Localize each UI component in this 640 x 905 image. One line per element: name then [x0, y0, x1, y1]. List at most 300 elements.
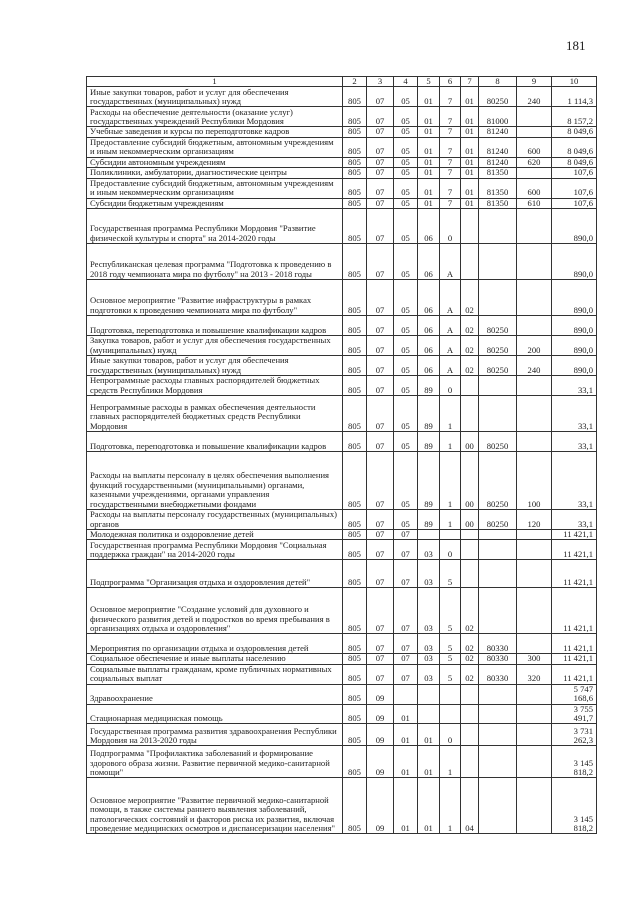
subprogram-code-cell: 0 [440, 724, 461, 746]
expense-type-code-cell: 240 [517, 87, 552, 107]
direction-code-cell: 81240 [479, 137, 517, 157]
section-code-cell: 07 [367, 168, 394, 178]
activity-code-cell: 01 [461, 178, 479, 198]
table-row [87, 336, 597, 356]
subprogram-code-cell: А [440, 244, 461, 280]
subsection-code-cell: 07 [394, 560, 418, 588]
row-description: Субсидии автономным учреждениям [87, 157, 343, 167]
expense-type-code-cell: 240 [517, 356, 552, 376]
amount-cell: 890,0 [552, 356, 597, 376]
direction-code-cell: 80330 [479, 664, 517, 684]
row-description: Иные закупки товаров, работ и услуг для обеспечения государственных (муниципальных) нужд [87, 87, 343, 107]
expense-type-code-cell: 600 [517, 137, 552, 157]
row-description: Закупка товаров, работ и услуг для обеспечения государственных (муниципальных) нужд [87, 336, 343, 356]
ministry-code-cell: 805 [343, 746, 367, 778]
ministry-code-cell: 805 [343, 588, 367, 634]
activity-code-cell: 04 [461, 778, 479, 834]
subprogram-code-cell: 1 [440, 396, 461, 432]
subsection-code-cell: 05 [394, 376, 418, 396]
direction-code-cell [479, 588, 517, 634]
ministry-code-cell: 805 [343, 452, 367, 510]
section-code-cell: 07 [367, 510, 394, 530]
program-code-cell: 06 [418, 280, 440, 316]
row-description: Субсидии бюджетным учреждениям [87, 198, 343, 208]
amount-cell: 8 049,6 [552, 137, 597, 157]
ministry-code-cell: 805 [343, 87, 367, 107]
amount-cell: 107,6 [552, 198, 597, 208]
subprogram-code-cell: 7 [440, 87, 461, 107]
activity-code-cell: 02 [461, 356, 479, 376]
direction-code-cell: 80250 [479, 452, 517, 510]
section-code-cell: 07 [367, 560, 394, 588]
table-row [87, 540, 597, 560]
activity-code-cell: 01 [461, 168, 479, 178]
program-code-cell: 01 [418, 168, 440, 178]
table-row [87, 209, 597, 244]
activity-code-cell: 02 [461, 280, 479, 316]
program-code-cell: 01 [418, 178, 440, 198]
amount-cell: 11 421,1 [552, 530, 597, 540]
expense-type-code-cell: 320 [517, 664, 552, 684]
ministry-code-cell: 805 [343, 724, 367, 746]
row-description: Здравоохранение [87, 684, 343, 704]
ministry-code-cell: 805 [343, 376, 367, 396]
program-code-cell: 01 [418, 778, 440, 834]
row-description: Социальное обеспечение и иные выплаты населению [87, 654, 343, 664]
table-row [87, 127, 597, 137]
ministry-code-cell: 805 [343, 664, 367, 684]
table-row [87, 137, 597, 157]
column-header: 1 [87, 77, 343, 87]
subsection-code-cell: 07 [394, 540, 418, 560]
program-code-cell: 06 [418, 356, 440, 376]
expense-type-code-cell [517, 244, 552, 280]
program-code-cell: 01 [418, 724, 440, 746]
subprogram-code-cell: 1 [440, 746, 461, 778]
subsection-code-cell: 05 [394, 280, 418, 316]
amount-cell: 107,6 [552, 168, 597, 178]
subprogram-code-cell: 7 [440, 127, 461, 137]
activity-code-cell [461, 396, 479, 432]
program-code-cell: 01 [418, 198, 440, 208]
table-row [87, 654, 597, 664]
expense-type-code-cell [517, 316, 552, 336]
program-code-cell: 06 [418, 209, 440, 244]
row-description: Расходы на обеспечение деятельности (оказание услуг) государственных учреждений Республики Мордовия [87, 107, 343, 127]
expense-type-code-cell [517, 432, 552, 452]
amount-cell: 3 755 491,7 [552, 704, 597, 724]
activity-code-cell [461, 376, 479, 396]
table-row [87, 510, 597, 530]
ministry-code-cell: 805 [343, 356, 367, 376]
section-code-cell: 07 [367, 157, 394, 167]
activity-code-cell: 02 [461, 654, 479, 664]
subsection-code-cell: 01 [394, 746, 418, 778]
direction-code-cell [479, 560, 517, 588]
section-code-cell: 07 [367, 452, 394, 510]
activity-code-cell [461, 560, 479, 588]
direction-code-cell: 80250 [479, 356, 517, 376]
program-code-cell: 06 [418, 244, 440, 280]
expense-type-code-cell: 300 [517, 654, 552, 664]
program-code-cell: 89 [418, 432, 440, 452]
program-code-cell: 03 [418, 540, 440, 560]
amount-cell: 5 747 168,6 [552, 684, 597, 704]
direction-code-cell [479, 704, 517, 724]
direction-code-cell [479, 209, 517, 244]
subprogram-code-cell: А [440, 316, 461, 336]
section-code-cell: 07 [367, 107, 394, 127]
section-code-cell: 07 [367, 336, 394, 356]
ministry-code-cell: 805 [343, 168, 367, 178]
section-code-cell: 07 [367, 178, 394, 198]
direction-code-cell: 81350 [479, 168, 517, 178]
direction-code-cell [479, 244, 517, 280]
expense-type-code-cell: 200 [517, 336, 552, 356]
direction-code-cell [479, 684, 517, 704]
subprogram-code-cell: А [440, 336, 461, 356]
expense-type-code-cell [517, 376, 552, 396]
row-description: Поликлиники, амбулатории, диагностические центры [87, 168, 343, 178]
subsection-code-cell: 05 [394, 356, 418, 376]
table-row [87, 452, 597, 510]
program-code-cell: 01 [418, 746, 440, 778]
direction-code-cell [479, 724, 517, 746]
direction-code-cell: 81350 [479, 178, 517, 198]
ministry-code-cell: 805 [343, 634, 367, 654]
activity-code-cell [461, 724, 479, 746]
expense-type-code-cell [517, 634, 552, 654]
subsection-code-cell: 05 [394, 198, 418, 208]
amount-cell: 11 421,1 [552, 588, 597, 634]
ministry-code-cell: 805 [343, 157, 367, 167]
ministry-code-cell: 805 [343, 540, 367, 560]
amount-cell: 3 145 818,2 [552, 746, 597, 778]
amount-cell: 890,0 [552, 244, 597, 280]
subprogram-code-cell: А [440, 280, 461, 316]
subsection-code-cell: 01 [394, 778, 418, 834]
section-code-cell: 09 [367, 684, 394, 704]
program-code-cell: 06 [418, 316, 440, 336]
activity-code-cell: 01 [461, 127, 479, 137]
column-header: 10 [552, 77, 597, 87]
column-header: 4 [394, 77, 418, 87]
program-code-cell: 01 [418, 127, 440, 137]
direction-code-cell: 80330 [479, 634, 517, 654]
subprogram-code-cell: 7 [440, 107, 461, 127]
subprogram-code-cell: А [440, 356, 461, 376]
column-header: 6 [440, 77, 461, 87]
row-description: Расходы на выплаты персоналу в целях обеспечения выполнения функций государственными (муниципальными) органами, казенными учреждениями, органами управления государственными внебюджетными фондами [87, 452, 343, 510]
section-code-cell: 07 [367, 376, 394, 396]
amount-cell: 8 049,6 [552, 157, 597, 167]
row-description: Государственная программа Республики Мордовия "Развитие физической культуры и спорта" на 2014-2020 годы [87, 209, 343, 244]
expense-type-code-cell [517, 778, 552, 834]
row-description: Молодежная политика и оздоровление детей [87, 530, 343, 540]
amount-cell: 890,0 [552, 280, 597, 316]
ministry-code-cell: 805 [343, 530, 367, 540]
subsection-code-cell: 05 [394, 452, 418, 510]
subprogram-code-cell: 0 [440, 376, 461, 396]
table-row [87, 178, 597, 198]
subsection-code-cell: 01 [394, 724, 418, 746]
table-row [87, 244, 597, 280]
activity-code-cell [461, 209, 479, 244]
amount-cell: 890,0 [552, 316, 597, 336]
row-description: Государственная программа Республики Мордовия "Социальная поддержка граждан" на 2014-2020 годы [87, 540, 343, 560]
expense-type-code-cell [517, 746, 552, 778]
direction-code-cell: 80250 [479, 336, 517, 356]
subprogram-code-cell: 1 [440, 778, 461, 834]
activity-code-cell [461, 704, 479, 724]
subsection-code-cell: 05 [394, 168, 418, 178]
subprogram-code-cell: 1 [440, 452, 461, 510]
row-description: Иные закупки товаров, работ и услуг для обеспечения государственных (муниципальных) нужд [87, 356, 343, 376]
section-code-cell: 07 [367, 127, 394, 137]
direction-code-cell: 81350 [479, 198, 517, 208]
section-code-cell: 07 [367, 244, 394, 280]
activity-code-cell: 02 [461, 634, 479, 654]
activity-code-cell [461, 746, 479, 778]
row-description: Подготовка, переподготовка и повышение квалификации кадров [87, 316, 343, 336]
subsection-code-cell [394, 684, 418, 704]
column-header: 7 [461, 77, 479, 87]
subsection-code-cell: 07 [394, 634, 418, 654]
expense-type-code-cell [517, 684, 552, 704]
ministry-code-cell: 805 [343, 654, 367, 664]
expense-type-code-cell [517, 280, 552, 316]
subprogram-code-cell [440, 704, 461, 724]
program-code-cell: 89 [418, 376, 440, 396]
row-description: Основное мероприятие "Развитие инфраструктуры в рамках подготовки к проведению чемпионата мира по футболу" [87, 280, 343, 316]
direction-code-cell [479, 530, 517, 540]
direction-code-cell [479, 396, 517, 432]
expense-type-code-cell [517, 396, 552, 432]
expense-type-code-cell [517, 540, 552, 560]
row-description: Республиканская целевая программа "Подготовка к проведению в 2018 году чемпионата мира по футболу" на 2013 - 2018 годы [87, 244, 343, 280]
table-row [87, 376, 597, 396]
direction-code-cell [479, 746, 517, 778]
amount-cell: 33,1 [552, 510, 597, 530]
subsection-code-cell: 07 [394, 530, 418, 540]
table-row [87, 107, 597, 127]
amount-cell: 890,0 [552, 336, 597, 356]
direction-code-cell [479, 280, 517, 316]
subsection-code-cell: 05 [394, 510, 418, 530]
table-row [87, 432, 597, 452]
expense-type-code-cell [517, 209, 552, 244]
subprogram-code-cell: 1 [440, 510, 461, 530]
activity-code-cell [461, 530, 479, 540]
row-description: Стационарная медицинская помощь [87, 704, 343, 724]
activity-code-cell: 01 [461, 198, 479, 208]
amount-cell: 8 157,2 [552, 107, 597, 127]
table-row [87, 157, 597, 167]
subsection-code-cell: 07 [394, 654, 418, 664]
ministry-code-cell: 805 [343, 209, 367, 244]
ministry-code-cell: 805 [343, 336, 367, 356]
ministry-code-cell: 805 [343, 684, 367, 704]
direction-code-cell: 81240 [479, 127, 517, 137]
subprogram-code-cell: 7 [440, 157, 461, 167]
program-code-cell: 01 [418, 137, 440, 157]
subsection-code-cell: 07 [394, 588, 418, 634]
subsection-code-cell: 05 [394, 316, 418, 336]
activity-code-cell: 01 [461, 87, 479, 107]
row-description: Основное мероприятие "Развитие первичной медико-санитарной помощи, в также системы раннего выявления заболеваний, патологических состояний и факторов риска их развития, включая проведение медицинских осмотров и диспансеризации населения" [87, 778, 343, 834]
subprogram-code-cell: 7 [440, 168, 461, 178]
ministry-code-cell: 805 [343, 560, 367, 588]
activity-code-cell [461, 684, 479, 704]
expense-type-code-cell: 600 [517, 178, 552, 198]
row-description: Подготовка, переподготовка и повышение квалификации кадров [87, 432, 343, 452]
activity-code-cell: 01 [461, 157, 479, 167]
direction-code-cell: 81000 [479, 107, 517, 127]
subsection-code-cell: 05 [394, 336, 418, 356]
row-description: Предоставление субсидий бюджетным, автономным учреждениям и иным некоммерческим организациям [87, 137, 343, 157]
subsection-code-cell: 05 [394, 432, 418, 452]
subsection-code-cell: 05 [394, 157, 418, 167]
section-code-cell: 07 [367, 664, 394, 684]
program-code-cell: 01 [418, 87, 440, 107]
row-description: Непрограммные расходы в рамках обеспечения деятельности главных распорядителей бюджетных средств Республики Мордовия [87, 396, 343, 432]
row-description: Основное мероприятие "Создание условий для духовного и физического развития детей и подростков во время пребывания в организациях отдыха и оздоровления" [87, 588, 343, 634]
row-description: Мероприятия по организации отдыха и оздоровления детей [87, 634, 343, 654]
ministry-code-cell: 805 [343, 778, 367, 834]
direction-code-cell [479, 540, 517, 560]
amount-cell: 33,1 [552, 396, 597, 432]
subprogram-code-cell: 5 [440, 654, 461, 664]
ministry-code-cell: 805 [343, 198, 367, 208]
program-code-cell: 03 [418, 588, 440, 634]
ministry-code-cell: 805 [343, 316, 367, 336]
expense-type-code-cell: 100 [517, 452, 552, 510]
amount-cell: 11 421,1 [552, 540, 597, 560]
subsection-code-cell: 01 [394, 704, 418, 724]
expense-type-code-cell [517, 127, 552, 137]
table-row [87, 588, 597, 634]
ministry-code-cell: 805 [343, 137, 367, 157]
activity-code-cell: 02 [461, 588, 479, 634]
section-code-cell: 09 [367, 704, 394, 724]
section-code-cell: 07 [367, 280, 394, 316]
activity-code-cell [461, 540, 479, 560]
row-description: Подпрограмма "Организация отдыха и оздоровления детей" [87, 560, 343, 588]
direction-code-cell: 80250 [479, 432, 517, 452]
section-code-cell: 07 [367, 588, 394, 634]
subprogram-code-cell: 5 [440, 664, 461, 684]
activity-code-cell: 01 [461, 107, 479, 127]
direction-code-cell [479, 376, 517, 396]
budget-table [86, 76, 597, 834]
ministry-code-cell: 805 [343, 510, 367, 530]
row-description: Социальные выплаты гражданам, кроме публичных нормативных социальных выплат [87, 664, 343, 684]
amount-cell: 11 421,1 [552, 664, 597, 684]
table-row [87, 198, 597, 208]
row-description: Расходы на выплаты персоналу государственных (муниципальных) органов [87, 510, 343, 530]
program-code-cell: 01 [418, 157, 440, 167]
subsection-code-cell: 05 [394, 137, 418, 157]
amount-cell: 3 731 262,3 [552, 724, 597, 746]
column-header: 9 [517, 77, 552, 87]
table-header-row [87, 77, 597, 87]
amount-cell: 11 421,1 [552, 560, 597, 588]
amount-cell: 33,1 [552, 452, 597, 510]
activity-code-cell: 00 [461, 452, 479, 510]
section-code-cell: 07 [367, 209, 394, 244]
subsection-code-cell: 07 [394, 664, 418, 684]
expense-type-code-cell: 610 [517, 198, 552, 208]
subprogram-code-cell: 7 [440, 178, 461, 198]
subprogram-code-cell: 5 [440, 634, 461, 654]
row-description: Подпрограмма "Профилактика заболеваний и формирование здорового образа жизни. Развитие первичной медико-санитарной помощи" [87, 746, 343, 778]
table-row [87, 560, 597, 588]
ministry-code-cell: 805 [343, 432, 367, 452]
section-code-cell: 09 [367, 778, 394, 834]
row-description: Государственная программа развития здравоохранения Республики Мордовия на 2013-2020 годы [87, 724, 343, 746]
section-code-cell: 07 [367, 137, 394, 157]
column-header: 2 [343, 77, 367, 87]
program-code-cell: 06 [418, 336, 440, 356]
expense-type-code-cell: 620 [517, 157, 552, 167]
table-row [87, 704, 597, 724]
subprogram-code-cell: 7 [440, 198, 461, 208]
subprogram-code-cell: 5 [440, 588, 461, 634]
section-code-cell: 07 [367, 316, 394, 336]
activity-code-cell: 02 [461, 316, 479, 336]
ministry-code-cell: 805 [343, 107, 367, 127]
direction-code-cell: 81240 [479, 157, 517, 167]
amount-cell: 890,0 [552, 209, 597, 244]
program-code-cell [418, 684, 440, 704]
table-row [87, 724, 597, 746]
program-code-cell [418, 530, 440, 540]
activity-code-cell [461, 244, 479, 280]
expense-type-code-cell [517, 588, 552, 634]
subsection-code-cell: 05 [394, 178, 418, 198]
direction-code-cell [479, 778, 517, 834]
table-row [87, 280, 597, 316]
subsection-code-cell: 05 [394, 127, 418, 137]
amount-cell: 11 421,1 [552, 654, 597, 664]
amount-cell: 107,6 [552, 178, 597, 198]
activity-code-cell: 01 [461, 137, 479, 157]
table-row [87, 664, 597, 684]
amount-cell: 8 049,6 [552, 127, 597, 137]
expense-type-code-cell [517, 724, 552, 746]
expense-type-code-cell [517, 704, 552, 724]
subprogram-code-cell: 0 [440, 209, 461, 244]
section-code-cell: 07 [367, 654, 394, 664]
row-description: Учебные заведения и курсы по переподготовке кадров [87, 127, 343, 137]
section-code-cell: 07 [367, 540, 394, 560]
ministry-code-cell: 805 [343, 178, 367, 198]
amount-cell: 33,1 [552, 376, 597, 396]
expense-type-code-cell [517, 530, 552, 540]
section-code-cell: 09 [367, 724, 394, 746]
subsection-code-cell: 05 [394, 87, 418, 107]
subprogram-code-cell [440, 684, 461, 704]
subsection-code-cell: 05 [394, 244, 418, 280]
subsection-code-cell: 05 [394, 107, 418, 127]
program-code-cell: 89 [418, 452, 440, 510]
program-code-cell: 01 [418, 107, 440, 127]
table-row [87, 684, 597, 704]
section-code-cell: 07 [367, 87, 394, 107]
table-row [87, 746, 597, 778]
amount-cell: 33,1 [552, 432, 597, 452]
ministry-code-cell: 805 [343, 280, 367, 316]
